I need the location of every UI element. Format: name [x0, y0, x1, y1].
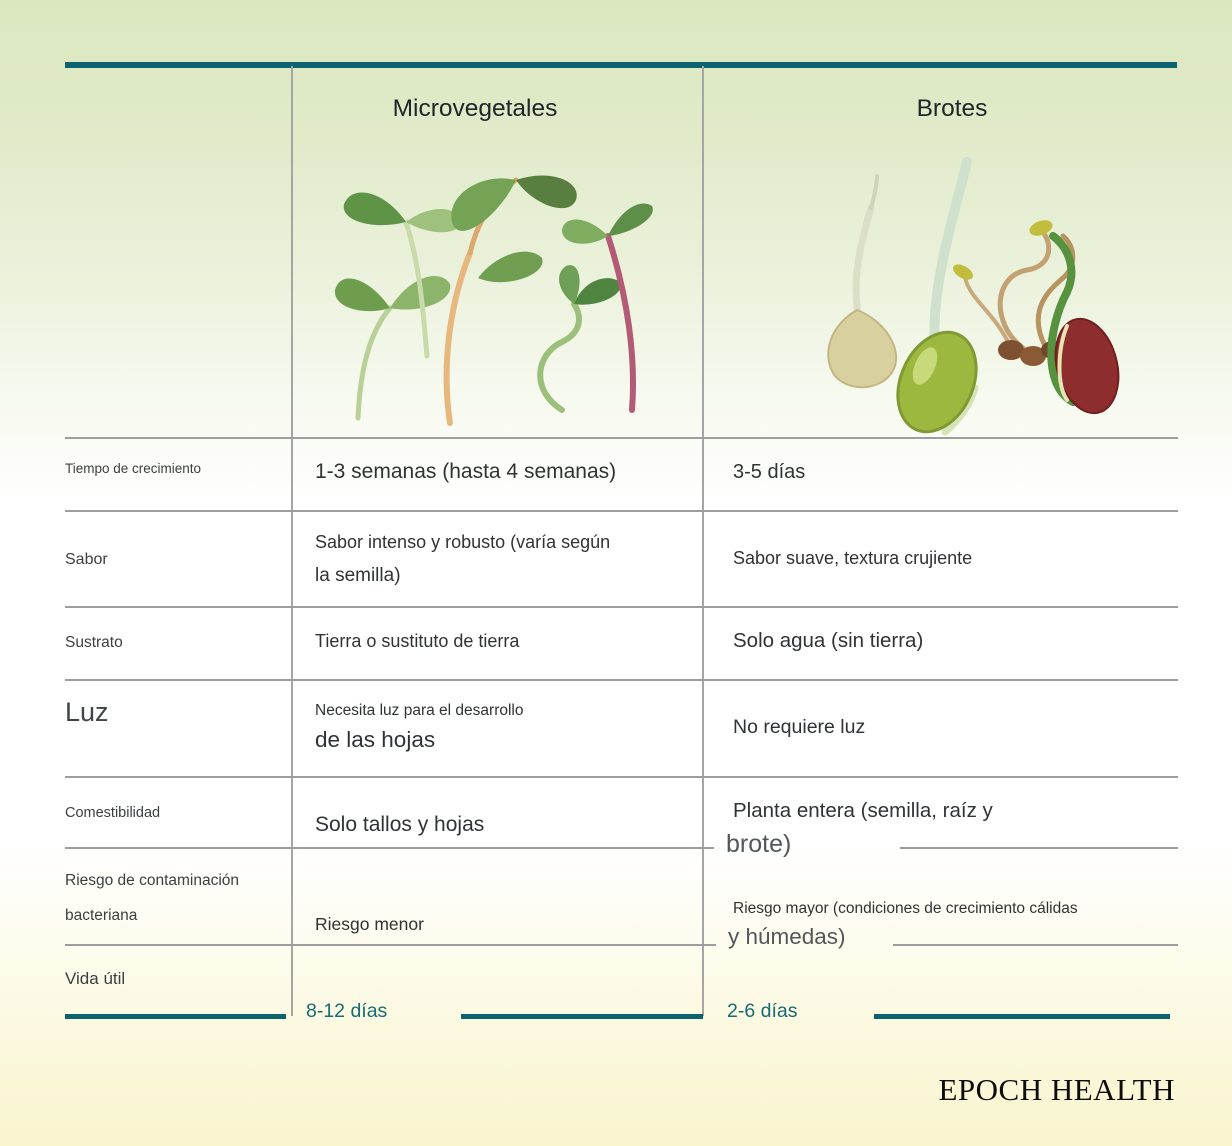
row-divider-2: [65, 510, 1178, 512]
micro-substrate-value: Tierra o sustituto de tierra: [315, 631, 520, 651]
column-separator-right: [702, 66, 704, 1016]
micro-flavor-value-line1: Sabor intenso y robusto (varía según: [315, 532, 611, 552]
row-divider-1: [65, 437, 1178, 439]
epoch-health-logo: EPOCH HEALTH: [938, 1072, 1175, 1107]
column-header-microvegetales: Microvegetales: [392, 95, 558, 122]
column-separator-left: [291, 66, 293, 1016]
bottom-line-segment-1: [65, 1014, 286, 1019]
sprouts-illustration: [795, 150, 1120, 442]
micro-risk-value: Riesgo menor: [315, 914, 424, 934]
bottom-line-segment-3: [874, 1014, 1170, 1019]
brotes-edibility-value-line2: brote): [726, 830, 792, 858]
micro-flavor-value-line2: la semilla): [315, 565, 401, 586]
row-label-flavor: Sabor: [65, 551, 108, 568]
micro-light-value-line2: de las hojas: [315, 727, 436, 752]
row-divider-7-right: [893, 944, 1178, 946]
row-divider-7-left: [65, 944, 716, 946]
column-header-brotes: Brotes: [916, 95, 988, 122]
brotes-flavor-value: Sabor suave, textura crujiente: [733, 548, 973, 568]
row-label-substrate: Sustrato: [65, 634, 123, 651]
row-divider-6-left: [65, 847, 714, 849]
micro-edibility-value: Solo tallos y hojas: [315, 813, 485, 836]
brotes-growth-value: 3-5 días: [733, 461, 806, 483]
micro-growth-value: 1-3 semanas (hasta 4 semanas): [315, 460, 617, 483]
row-divider-4: [65, 679, 1178, 681]
row-divider-5: [65, 776, 1178, 778]
brotes-risk-value-line2: y húmedas): [728, 924, 846, 949]
brotes-light-value: No requiere luz: [733, 716, 866, 738]
micro-light-value-line1: Necesita luz para el desarrollo: [315, 702, 524, 719]
brotes-shelf-life-value: 2-6 días: [727, 1000, 798, 1022]
microgreens-illustration: [330, 158, 660, 430]
brotes-substrate-value: Solo agua (sin tierra): [733, 629, 924, 652]
row-label-growth-time: Tiempo de crecimiento: [65, 461, 202, 476]
bottom-line-segment-2: [461, 1014, 703, 1019]
micro-shelf-life-value: 8-12 días: [306, 1000, 388, 1022]
row-label-shelf-life: Vida útil: [65, 969, 126, 988]
row-divider-3: [65, 606, 1178, 608]
row-label-bacterial-risk-line1: Riesgo de contaminación: [65, 872, 240, 889]
brotes-risk-value-line1: Riesgo mayor (condiciones de crecimiento cálidas: [733, 900, 1078, 917]
row-label-bacterial-risk-line2: bacteriana: [65, 907, 138, 924]
row-divider-6-right: [900, 847, 1178, 849]
brotes-edibility-value-line1: Planta entera (semilla, raíz y: [733, 799, 993, 822]
row-label-edibility: Comestibilidad: [65, 805, 161, 821]
row-label-light: Luz: [65, 697, 109, 727]
top-divider-line: [65, 62, 1177, 68]
